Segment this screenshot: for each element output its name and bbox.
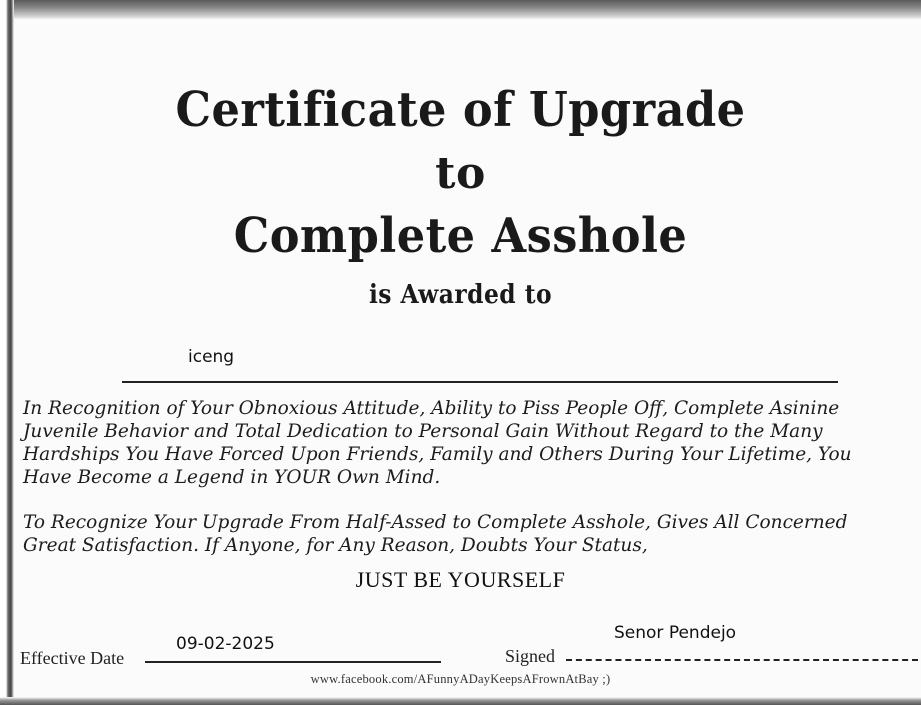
signer-name: Senor Pendejo	[614, 623, 737, 643]
certificate-title-to: to	[435, 148, 486, 199]
certificate-title-award: Complete Asshole	[233, 208, 688, 264]
effective-date-label: Effective Date	[20, 648, 125, 668]
paragraph-line: Have Become a Legend in YOUR Own Mind.	[23, 467, 441, 488]
recipient-name-line	[122, 381, 838, 383]
effective-date-value: 09-02-2025	[176, 634, 275, 654]
paragraph-line: In Recognition of Your Obnoxious Attitude, Ability to Piss People Off, Complete Asinine	[23, 398, 840, 419]
certificate-title: Certificate of Upgrade	[175, 82, 746, 138]
paragraph-line: Hardships You Have Forced Upon Friends, Family and Others During Your Lifetime, You	[23, 444, 852, 465]
recipient-name: iceng	[188, 347, 235, 367]
signed-label: Signed	[505, 646, 556, 666]
paragraph-line: Great Satisfaction. If Anyone, for Any Reason, Doubts Your Status,	[23, 535, 648, 556]
effective-date-line	[145, 661, 441, 663]
signature-line	[566, 659, 918, 661]
paragraph-line: Juvenile Behavior and Total Dedication to Personal Gain Without Regard to the Many	[23, 421, 823, 442]
awarded-to-heading: is Awarded to	[368, 280, 553, 310]
closing-text: JUST BE YOURSELF	[355, 567, 566, 592]
frame-bottom-border	[0, 697, 921, 705]
paragraph-line: To Recognize Your Upgrade From Half-Assed to Complete Asshole, Gives All Concerned	[23, 512, 848, 533]
upgrade-paragraph	[23, 511, 917, 557]
frame-top-border	[0, 0, 921, 20]
frame-left-border	[0, 0, 14, 705]
recognition-paragraph	[23, 397, 917, 489]
footer-url: www.facebook.com/AFunnyADayKeepsAFrownAtBay ;)	[310, 672, 611, 686]
